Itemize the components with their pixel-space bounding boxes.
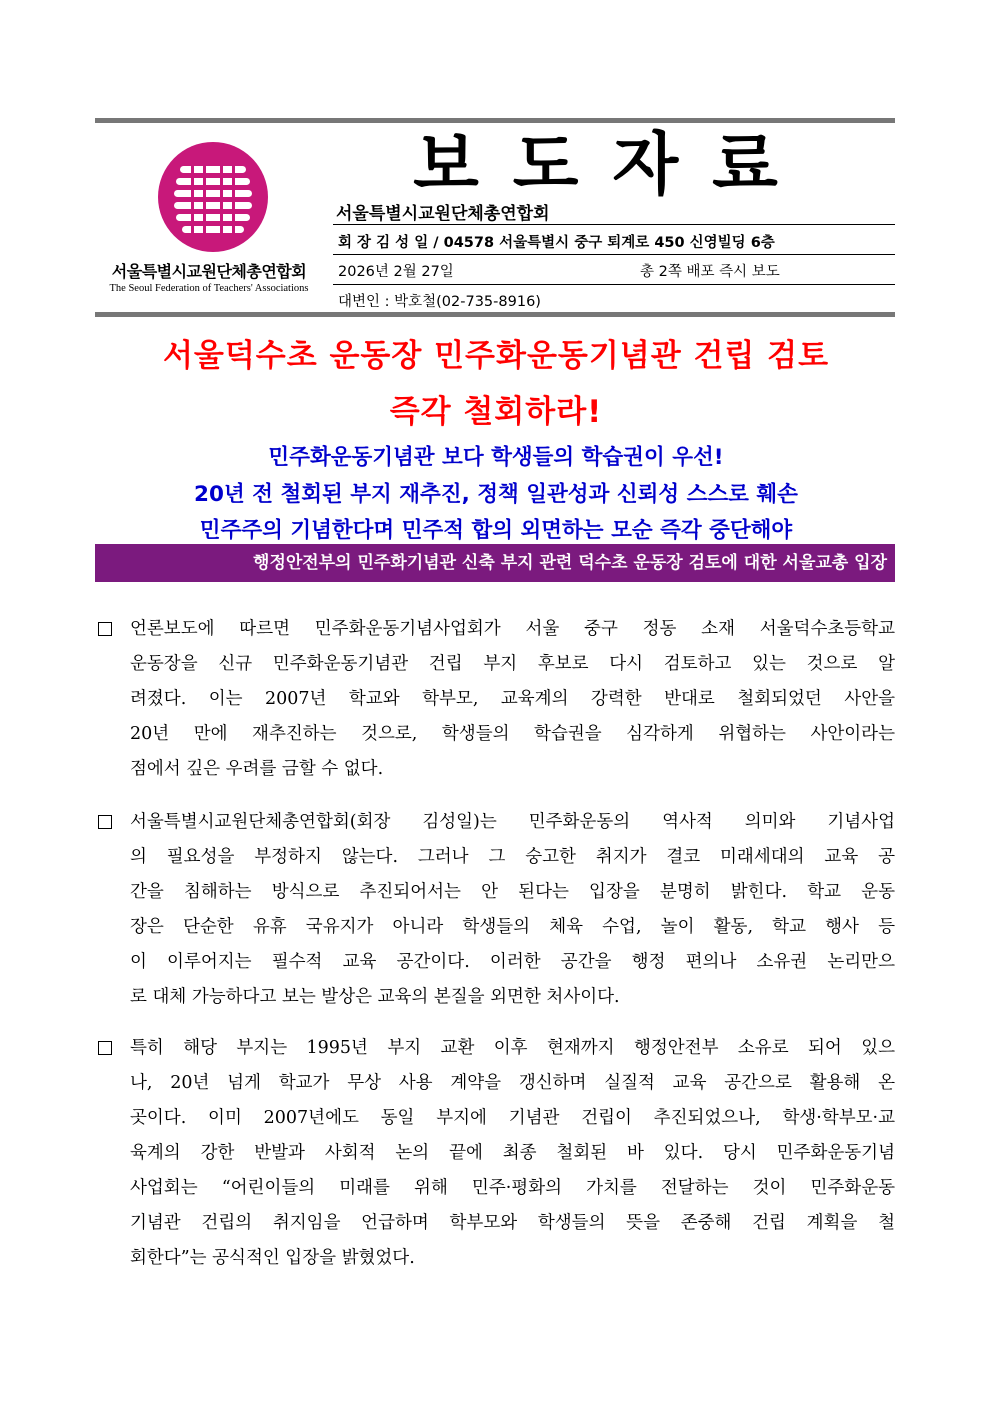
paragraph-line: 20년 만에 재추진하는 것으로, 학생들의 학습권을 심각하게 위협하는 사안이라는 xyxy=(130,724,895,744)
paragraph-line: 로 대체 가능하다고 보는 발상은 교육의 본질을 외면한 처사이다. xyxy=(130,987,620,1007)
distribution-note: 총 2쪽 배포 즉시 보도 xyxy=(640,264,780,280)
header-top-rule xyxy=(95,118,895,123)
headline-line-1: 서울덕수초 운동장 민주화운동기념관 건립 검토 xyxy=(162,338,830,374)
paragraph-line: 간을 침해하는 방식으로 추진되어서는 안 된다는 입장을 분명히 밝힌다. 학교 운동 xyxy=(130,882,895,902)
body-paragraph-3 xyxy=(95,1031,895,1276)
body-paragraph-1 xyxy=(95,612,895,787)
body-paragraph-2 xyxy=(95,805,895,1015)
issuer-org-name: 서울특별시교원단체총연합회 xyxy=(336,204,550,224)
logo-org-name-en: The Seoul Federation of Teachers' Associations xyxy=(109,283,309,294)
logo-org-name-ko: 서울특별시교원단체총연합회 xyxy=(111,262,307,281)
paragraph-line: 사업회는 “어린이들의 미래를 위해 민주·평화의 가치를 전달하는 것이 민주화운동 xyxy=(130,1178,895,1198)
header-bottom-rule xyxy=(95,312,895,317)
paragraph-line: 운동장을 신규 민주화운동기념관 건립 부지 후보로 다시 검토하고 있는 것으로 알 xyxy=(130,654,895,674)
paragraph-line: 서울특별시교원단체총연합회(회장 김성일)는 민주화운동의 역사적 의미와 기념사업 xyxy=(130,812,895,832)
paragraph-line: 장은 단순한 유휴 국유지가 아니라 학생들의 체육 수업, 놀이 활동, 학교 행사 등 xyxy=(130,917,895,937)
paragraph-line: 이 이루어지는 필수적 교육 공간이다. 이러한 공간을 행정 편의나 소유권 논리만으 xyxy=(130,952,895,972)
paragraph-line: 곳이다. 이미 2007년에도 동일 부지에 기념관 건립이 추진되었으나, 학생·학부모·교 xyxy=(130,1108,895,1128)
subhead-line-3: 민주주의 기념한다며 민주적 합의 외면하는 모순 즉각 중단해야 xyxy=(199,518,793,543)
paragraph-line: 특히 해당 부지는 1995년 부지 교환 이후 현재까지 행정안전부 소유로 되어 있으 xyxy=(130,1038,895,1058)
paragraph-line: 회한다”는 공식적인 입장을 밝혔었다. xyxy=(130,1248,415,1268)
paragraph-line: 의 필요성을 부정하지 않는다. 그러나 그 숭고한 취지가 결코 미래세대의 교육 공 xyxy=(130,847,895,867)
position-banner: 행정안전부의 민주화기념관 신축 부지 관련 덕수초 운동장 검토에 대한 서울교총 입장 xyxy=(95,544,895,582)
subhead-line-2: 20년 전 철회된 부지 재추진, 정책 일관성과 신뢰성 스스로 훼손 xyxy=(194,482,798,507)
subhead-line-1: 민주화운동기념관 보다 학생들의 학습권이 우선! xyxy=(268,445,724,470)
headline-line-2: 즉각 철회하라! xyxy=(389,394,603,430)
info-divider xyxy=(333,224,895,225)
paragraph-line: 언론보도에 따르면 민주화운동기념사업회가 서울 중구 정동 소재 서울덕수초등학교 xyxy=(130,619,895,639)
president-address-line: 회 장 김 성 일 / 04578 서울특별시 중구 퇴계로 450 신영빌딩 6층 xyxy=(338,235,775,251)
federation-logo-icon xyxy=(158,142,268,252)
info-divider xyxy=(333,284,895,285)
paragraph-line: 나, 20년 넘게 학교가 무상 사용 계약을 갱신하며 실질적 교육 공간으로 활용해 온 xyxy=(130,1073,895,1093)
release-date: 2026년 2월 27일 xyxy=(338,264,454,280)
paragraph-line: 점에서 깊은 우려를 금할 수 없다. xyxy=(130,759,384,779)
paragraph-line: 육계의 강한 반발과 사회적 논의 끝에 최종 철회된 바 있다. 당시 민주화운동기념 xyxy=(130,1143,895,1163)
document-type-title: 보도자료 xyxy=(413,126,812,205)
spokesperson-contact: 대변인 : 박호철(02-735-8916) xyxy=(338,294,541,310)
paragraph-line: 려졌다. 이는 2007년 학교와 학부모, 교육계의 강력한 반대로 철회되었던 사안을 xyxy=(130,689,895,709)
info-divider xyxy=(333,254,895,255)
paragraph-line: 기념관 건립의 취지임을 언급하며 학부모와 학생들의 뜻을 존중해 건립 계획을 철 xyxy=(130,1213,895,1233)
